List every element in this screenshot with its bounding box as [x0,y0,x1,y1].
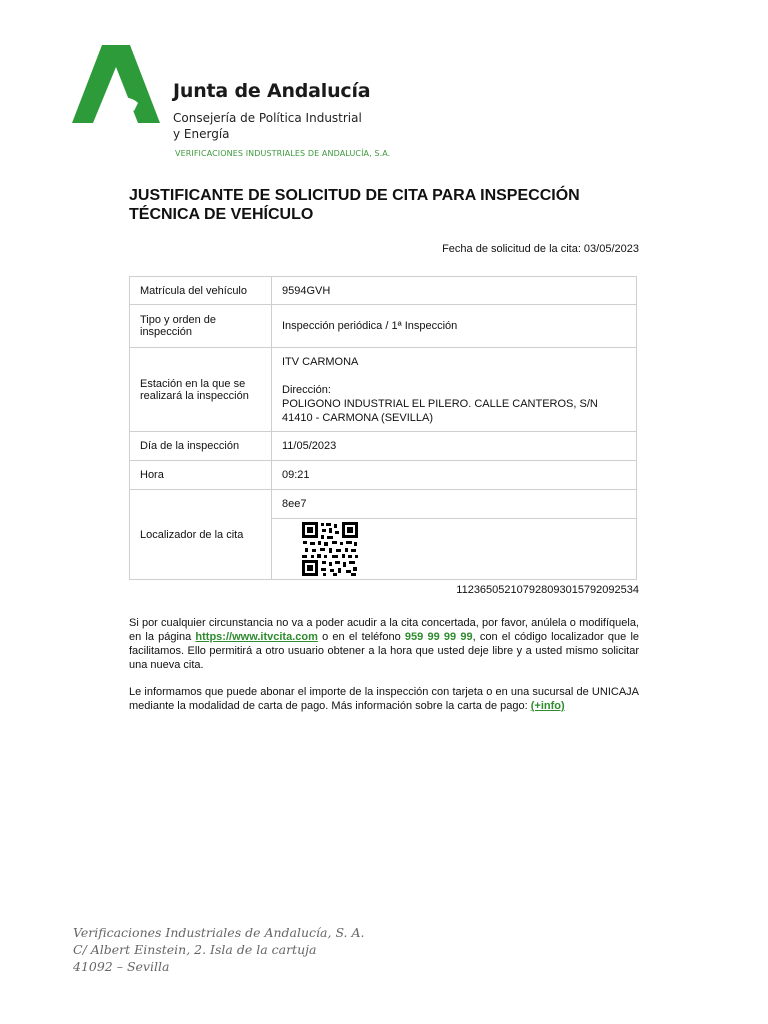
time-label: Hora [130,461,272,490]
title-line2: TÉCNICA DE VEHÍCULO [129,206,314,223]
station-name: ITV CARMONA [282,355,359,368]
org-name-text: Junta de Andalucía [173,80,371,102]
footer-line2: C/ Albert Einstein, 2. Isla de la cartuja [73,942,317,957]
org-name [173,80,370,102]
department-line1: Consejería de Política Industrial [173,111,362,125]
station-cell [272,348,637,432]
table-row [130,432,637,461]
para2-text-a: Le informamos que puede abonar el importe de la inspección con tarjeta o en una sucursal de UNICAJA mediante la modalidad de carta de pago. Más información sobre la carta de pago: [129,686,639,712]
address-label: Dirección: [282,383,331,396]
department-line2: y Energía [173,127,230,141]
para1-text-a: Si por cualquier circunstancia no va a poder acudir a la cita concertada, por favor, anúlela o modifíquela, en la página [129,617,639,643]
footer-line1: Verificaciones Industriales de Andalucía, S. A. [73,925,365,940]
table-row [130,277,637,305]
table-row [130,490,637,519]
qr-cell [272,519,637,580]
time-value: 09:21 [272,461,637,490]
footer-line3: 41092 – Sevilla [73,959,170,974]
locator-value: 8ee7 [272,490,637,519]
more-info-link[interactable]: (+info) [530,700,565,712]
company-name: VERIFICACIONES INDUSTRIALES DE ANDALUCÍA, S.A. [175,149,391,158]
barcode-number: 112365052107928093015792092534 [456,584,639,596]
appointment-table [129,276,637,580]
plate-label: Matrícula del vehículo [130,277,272,305]
payment-info [129,685,639,713]
day-label: Día de la inspección [130,432,272,461]
phone-number: 959 99 99 99 [404,631,473,643]
table-row [130,461,637,490]
table-row [130,305,637,348]
station-label: Estación en la que se realizará la inspección [130,348,272,432]
footer-address [73,924,365,975]
address-line2: 41410 - CARMONA (SEVILLA) [282,411,434,424]
department [173,110,373,142]
title-line1: JUSTIFICANTE DE SOLICITUD DE CITA PARA INSPECCIÓN [129,187,580,204]
address-line1: POLIGONO INDUSTRIAL EL PILERO. CALLE CANTEROS, S/N [282,397,598,410]
junta-andalucia-logo [72,45,160,123]
qr-code-icon [302,522,358,576]
type-label: Tipo y orden de inspección [130,305,272,348]
itvcita-link[interactable]: https://www.itvcita.com [195,631,318,643]
cancel-instructions [129,616,639,672]
plate-value: 9594GVH [272,277,637,305]
document-title [129,186,649,224]
request-date: Fecha de solicitud de la cita: 03/05/2023 [442,243,639,255]
locator-label: Localizador de la cita [130,490,272,580]
type-value: Inspección periódica / 1ª Inspección [272,305,637,348]
table-row [130,348,637,432]
para1-text-c: , con el código localizador que le facilitamos. Ello permitirá a otro usuario obtener a la hora que usted deje libre y a usted mismo solicitar una nueva cita. [129,631,640,671]
day-value: 11/05/2023 [272,432,637,461]
para1-text-b: o en el teléfono [317,631,405,643]
